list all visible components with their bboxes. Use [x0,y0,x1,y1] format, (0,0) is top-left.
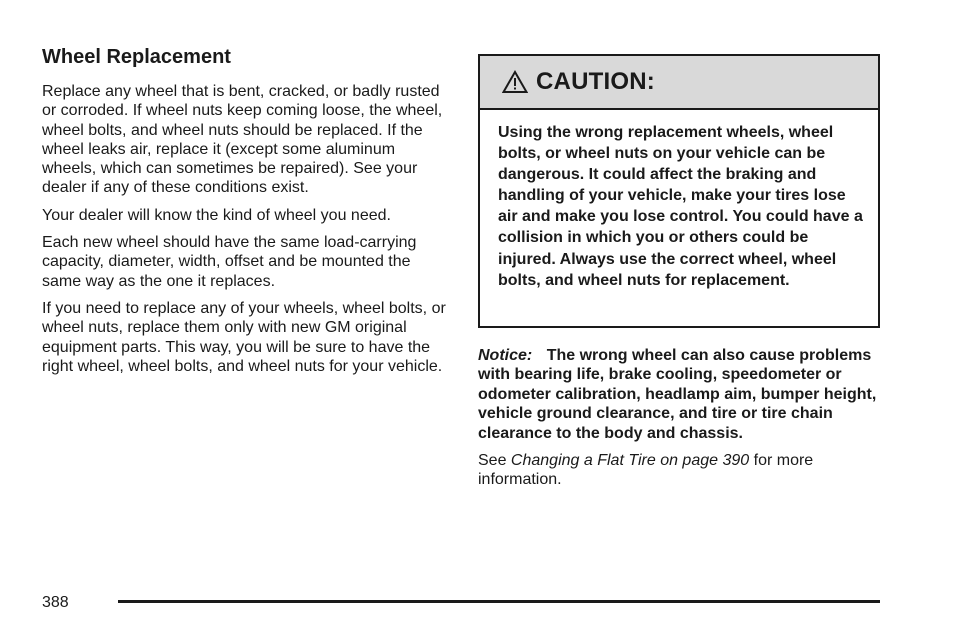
paragraph-3: Each new wheel should have the same load-carrying capacity, diameter, width, offset and be mounted the same way as the one it replaces. [42,234,417,290]
caution-header [480,56,878,110]
caution-title: CAUTION: [536,68,655,95]
notice-label: Notice: [478,347,533,364]
caution-text: Using the wrong replacement wheels, wheel bolts, or wheel nuts on your vehicle can be dangerous. It could affect the braking and handling of your vehicle, make your tires lose air and make you lose control. You could have a collision in which you or others could be injured. Always use the correct wheel, wheel bolts, and wheel nuts for replacement. [498,124,863,289]
warning-triangle-icon [502,70,528,94]
page-number: 388 [42,594,69,611]
see-suffix: for more information. [478,452,814,489]
see-also-paragraph [478,451,880,490]
section-heading: Wheel Replacement [42,46,231,68]
caution-box [478,54,880,328]
paragraph-2: Your dealer will know the kind of wheel you need. [42,206,391,224]
paragraph-4: If you need to replace any of your wheels, wheel bolts, or wheel nuts, replace them only with new GM original equipment parts. This way, you will be sure to have the right wheel, wheel bolts, and wheel nuts for your vehicle. [42,299,446,375]
footer-rule [118,600,880,603]
notice-paragraph [478,346,880,443]
right-column [478,54,880,490]
left-column [42,44,447,384]
cross-reference: Changing a Flat Tire on page 390 [510,452,750,470]
paragraph-1: Replace any wheel that is bent, cracked, or badly rusted or corroded. If wheel nuts keep coming loose, the wheel, wheel bolts, and wheel nuts should be replaced. If the wheel leaks air, replace it (except some aluminum wheels, which can sometimes be repaired). See your dealer if any of these conditions exist. [42,83,443,197]
see-prefix: See [478,452,507,470]
notice-text: The wrong wheel can also cause problems with bearing life, brake cooling, speedometer or odometer calibration, headlamp aim, bumper height, vehicle ground clearance, and tire or tire chain clearance to the body and chassis. [478,347,877,442]
